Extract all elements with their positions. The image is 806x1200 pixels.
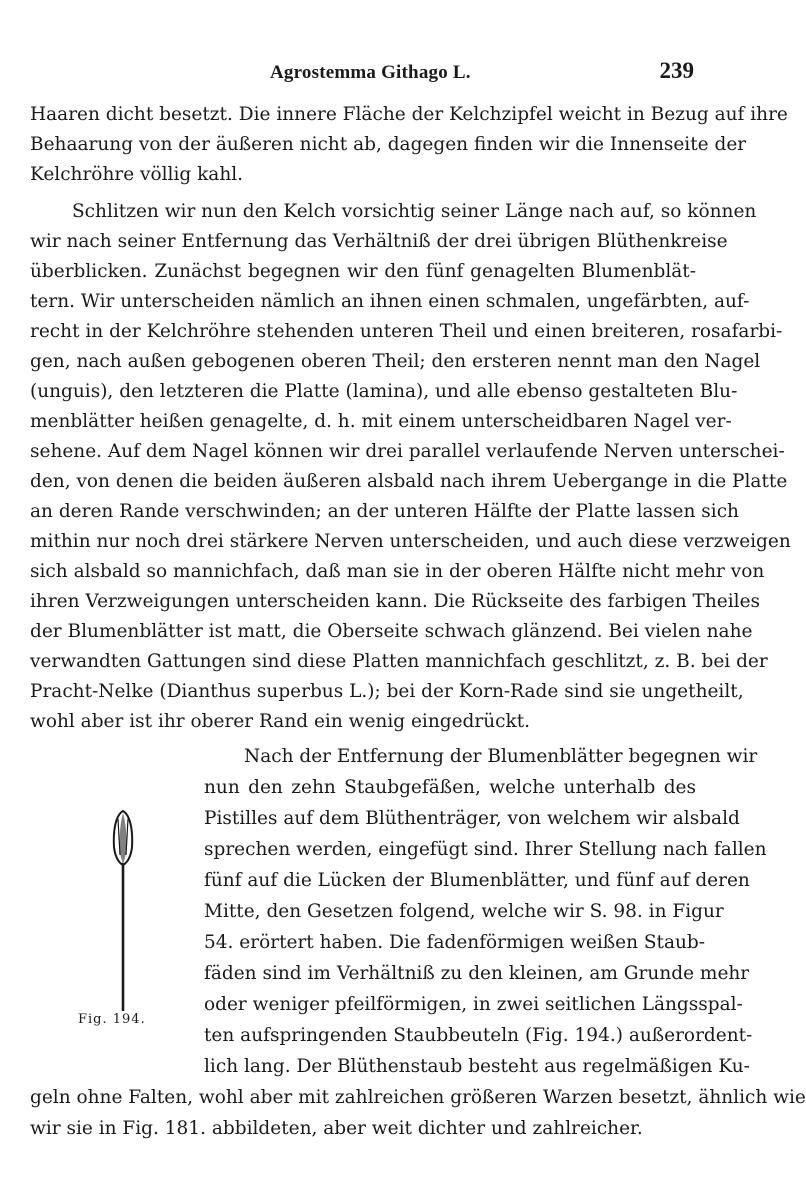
text-line: geln ohne Falten, wohl aber mit zahlreichen größeren Warzen besetzt, ähnlich wie <box>30 1087 806 1108</box>
text-line: sehene. Auf dem Nagel können wir drei parallel verlaufende Nerven unterschei- <box>30 441 785 462</box>
text-line: den, von denen die beiden äußeren alsbald nach ihrem Uebergange in die Platte <box>30 471 788 492</box>
running-title: Agrostemma Githago L. <box>270 62 471 83</box>
text-line: wir nach seiner Entfernung das Verhältniß der drei übrigen Blüthenkreise <box>30 231 728 252</box>
text-line: Pistilles auf dem Blüthenträger, von welchem wir alsbald <box>204 808 740 829</box>
text-line: recht in der Kelchröhre stehenden unteren Theil und einen breiteren, rosafarbi- <box>30 321 783 342</box>
text-line: wir sie in Fig. 181. abbildeten, aber weit dichter und zahlreicher. <box>30 1118 643 1139</box>
text-line: Haaren dicht besetzt. Die innere Fläche der Kelchzipfel weicht in Bezug auf ihre <box>30 104 788 125</box>
text-line: Kelchröhre völlig kahl. <box>30 164 244 185</box>
text-line: wohl aber ist ihr oberer Rand ein wenig eingedrückt. <box>30 711 531 732</box>
text-line: oder weniger pfeilförmigen, in zwei seitlichen Längsspal- <box>204 994 743 1015</box>
text-line: überblicken. Zunächst begegnen wir den fünf genagelten Blumenblät- <box>30 261 696 282</box>
text-line: der Blumenblätter ist matt, die Oberseite schwach glänzend. Bei vielen nahe <box>30 621 753 642</box>
page-number: 239 <box>659 58 694 83</box>
figure-caption: Fig. 194. <box>78 1012 146 1027</box>
text-line: menblätter heißen genagelte, d. h. mit einem unterscheidbaren Nagel ver- <box>30 411 732 432</box>
stamen-illustration-icon <box>98 805 148 1020</box>
text-line: Schlitzen wir nun den Kelch vorsichtig seiner Länge nach auf, so können <box>72 201 757 222</box>
text-line: mithin nur noch drei stärkere Nerven unterscheiden, und auch diese verzweigen <box>30 531 791 552</box>
text-line: fünf auf die Lücken der Blumenblätter, und fünf auf deren <box>204 870 750 891</box>
text-line: sprechen werden, eingefügt sind. Ihrer Stellung nach fallen <box>204 839 767 860</box>
text-line: nun den zehn Staubgefäßen, welche unterhalb des <box>204 777 696 798</box>
text-line: Behaarung von der äußeren nicht ab, dagegen finden wir die Innenseite der <box>30 134 747 155</box>
text-line: ihren Verzweigungen unterscheiden kann. Die Rückseite des farbigen Theiles <box>30 591 761 612</box>
text-line: sich alsbald so mannichfach, daß man sie in der oberen Hälfte nicht mehr von <box>30 561 765 582</box>
text-line: tern. Wir unterscheiden nämlich an ihnen einen schmalen, ungefärbten, auf- <box>30 291 750 312</box>
text-line: an deren Rande verschwinden; an der unteren Hälfte der Platte lassen sich <box>30 501 739 522</box>
text-line: Mitte, den Gesetzen folgend, welche wir S. 98. in Figur <box>204 901 724 922</box>
text-line: ten aufspringenden Staubbeuteln (Fig. 194.) außerordent- <box>204 1025 753 1046</box>
text-line: Nach der Entfernung der Blumenblätter begegnen wir <box>244 746 758 767</box>
text-line: fäden sind im Verhältniß zu den kleinen, am Grunde mehr <box>204 963 750 984</box>
page-header <box>0 58 732 88</box>
text-line: gen, nach außen gebogenen oberen Theil; den ersteren nennt man den Nagel <box>30 351 761 372</box>
text-line: verwandten Gattungen sind diese Platten mannichfach geschlitzt, z. B. bei der <box>30 651 768 672</box>
text-line: (unguis), den letzteren die Platte (lamina), und alle ebenso gestalteten Blu- <box>30 381 738 402</box>
text-line: Pracht-Nelke (Dianthus superbus L.); bei der Korn-Rade sind sie ungetheilt, <box>30 681 744 702</box>
text-line: 54. erörtert haben. Die fadenförmigen weißen Staub- <box>204 932 706 953</box>
text-line: lich lang. Der Blüthenstaub besteht aus regelmäßigen Ku- <box>204 1056 750 1077</box>
